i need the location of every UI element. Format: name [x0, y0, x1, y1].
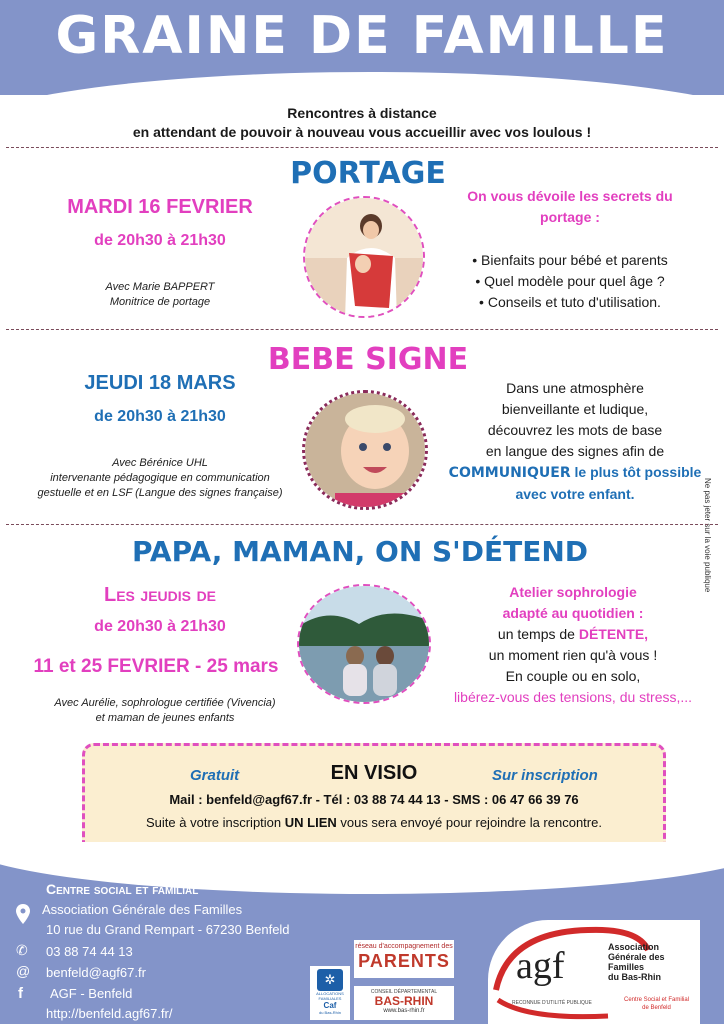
- papa-maman-desc-line: adapté au quotidien :: [502, 605, 644, 621]
- bebe-signe-desc-line: Dans une atmosphère: [506, 380, 644, 396]
- portage-intro-line-1: On vous dévoile les secrets du: [467, 188, 673, 204]
- papa-maman-time: de 20h30 à 21h30: [94, 618, 226, 635]
- portage-bullet: • Quel modèle pour quel âge ?: [475, 273, 665, 289]
- email-icon: @: [16, 963, 31, 979]
- bebe-signe-desc: [440, 378, 710, 505]
- portage-speaker-role: Monitrice de portage: [109, 296, 211, 308]
- association-name: Association Générale des Familles: [42, 902, 243, 917]
- papa-maman-desc-line: libérez-vous des tensions, du stress,...: [453, 689, 693, 705]
- portage-time: de 20h30 à 21h30: [94, 232, 226, 249]
- papa-maman-title: PAPA, MAMAN, ON S'DÉTEND: [131, 535, 589, 568]
- bebe-signe-time: de 20h30 à 21h30: [94, 408, 226, 425]
- portage-bullets: [440, 250, 700, 313]
- address: 10 rue du Grand Rempart - 67230 Benfeld: [46, 922, 290, 937]
- papa-maman-speaker-role: et maman de jeunes enfants: [95, 712, 235, 724]
- portage-speaker: [30, 280, 290, 310]
- registration-label: Sur inscription: [492, 767, 598, 784]
- bebe-signe-desc-line: en langue des signes afin de: [485, 443, 665, 459]
- bebe-signe-date: JEUDI 18 MARS: [84, 372, 236, 394]
- bebe-signe-desc-line: bienveillante et ludique,: [501, 401, 649, 417]
- papa-maman-desc: [430, 582, 716, 708]
- babywearing-illustration: [305, 198, 425, 318]
- separator: [6, 524, 718, 525]
- portage-bullet: • Bienfaits pour bébé et parents: [472, 252, 668, 268]
- bebe-signe-desc-line: avec votre enfant.: [515, 486, 635, 502]
- bebe-signe-title: BEBE SIGNE: [267, 342, 469, 377]
- papa-maman-photo: [297, 584, 431, 704]
- bebe-signe-desc-line: COMMUNIQUER le plus tôt possible: [448, 464, 702, 481]
- separator: [6, 147, 718, 148]
- phone-icon: ✆: [16, 942, 28, 958]
- phone-number: 03 88 74 44 13: [46, 944, 133, 959]
- papa-maman-desc-line: un moment rien qu'à vous !: [488, 647, 658, 663]
- papa-maman-date-label: Les jeudis de: [103, 584, 217, 606]
- visio-label: EN VISIO: [330, 762, 418, 784]
- subtitle: [0, 104, 724, 142]
- portage-speaker-name: Avec Marie BAPPERT: [105, 281, 215, 293]
- separator: [6, 329, 718, 330]
- bebe-signe-speaker-name: Avec Bérénice UHL: [112, 457, 208, 469]
- portage-intro-line-2: portage :: [540, 209, 600, 225]
- website-link[interactable]: http://benfeld.agf67.fr/: [46, 1006, 173, 1021]
- page-title: GRAINE DE FAMILLE: [55, 6, 669, 66]
- link-info: Suite à votre inscription UN LIEN vous sera envoyé pour rejoindre la rencontre.: [146, 815, 602, 830]
- bebe-signe-speaker-role-2: gestuelle et en LSF (Langue des signes française): [37, 487, 283, 499]
- papa-maman-desc-line: En couple ou en solo,: [505, 668, 641, 684]
- portage-title: PORTAGE: [290, 156, 446, 191]
- portage-date: MARDI 16 FEVRIER: [67, 196, 253, 218]
- location-pin-icon: [16, 904, 30, 924]
- facebook-icon: f: [18, 985, 23, 1002]
- agf-full-name: Association Générale des Familles du Bas-Rhin: [608, 942, 665, 982]
- bas-rhin-logo: CONSEIL DÉPARTEMENTAL BAS-RHIN www.bas-rhin.fr: [354, 986, 454, 1020]
- baby-illustration: [305, 393, 428, 510]
- portage-bullet: • Conseils et tuto d'utilisation.: [479, 294, 661, 310]
- email-address: benfeld@agf67.fr: [46, 965, 146, 980]
- papa-maman-speaker: [10, 696, 320, 726]
- subtitle-line-2: en attendant de pouvoir à nouveau vous accueillir avec vos loulous !: [132, 124, 592, 140]
- parents-network-logo: réseau d'accompagnement des PARENTS: [354, 940, 454, 978]
- facebook-name: AGF - Benfeld: [50, 986, 133, 1001]
- papa-maman-speaker-name: Avec Aurélie, sophrologue certifiée (Vivencia): [54, 697, 276, 709]
- papa-maman-desc-line: un temps de DÉTENTE,: [497, 626, 649, 642]
- bebe-signe-desc-line: découvrez les mots de base: [487, 422, 663, 438]
- subtitle-line-1: Rencontres à distance: [287, 105, 437, 121]
- centre-title: Centre social et familial: [46, 881, 199, 897]
- agf-centre-label: Centre Social et Familial de Benfeld: [624, 997, 690, 1011]
- portage-photo: [303, 196, 425, 318]
- papa-maman-dates: 11 et 25 FEVRIER - 25 mars: [33, 656, 279, 677]
- side-note: Ne pas jeter sur la voie publique: [703, 478, 712, 593]
- papa-maman-desc-line: Atelier sophrologie: [509, 584, 637, 600]
- couple-lake-illustration: [299, 586, 431, 704]
- portage-intro: [440, 186, 700, 228]
- caf-logo: ✲ ALLOCATIONS FAMILIALES Caf du Bas-Rhin: [310, 966, 350, 1020]
- snowflake-icon: ✲: [317, 969, 343, 991]
- contact-line: Mail : benfeld@agf67.fr - Tél : 03 88 74 44 13 - SMS : 06 47 66 39 76: [169, 792, 579, 807]
- bebe-signe-speaker: [20, 456, 300, 501]
- free-label: Gratuit: [190, 767, 240, 784]
- bebe-signe-photo: [302, 390, 428, 510]
- agf-logo: agf Association Générale des Familles du Bas-Rhin RECONNUE D'UTILITÉ PUBLIQUE Centre Social et Familial de Benfeld: [488, 920, 700, 1024]
- bebe-signe-speaker-role: intervenante pédagogique en communication: [50, 472, 270, 484]
